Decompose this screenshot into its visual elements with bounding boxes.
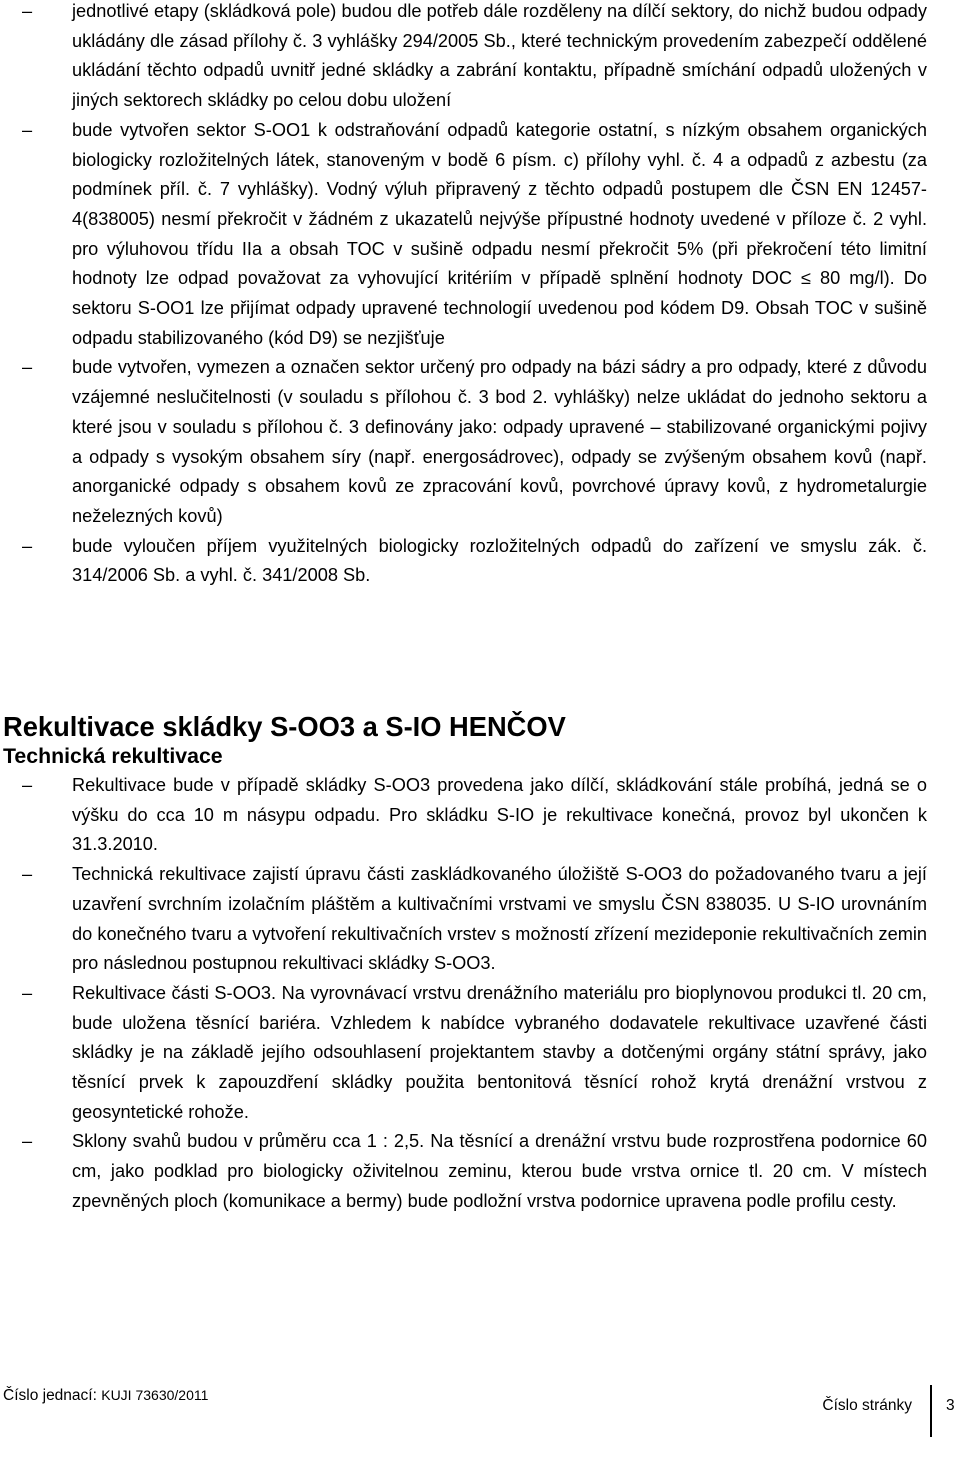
- dash-bullet: –: [22, 864, 33, 885]
- list-item-text: Technická rekultivace zajistí úpravu části zaskládkovaného úložiště S-OO3 do požadovaného tvaru a její uzavření svrchním izolačním pláštěm a kultivačními vrstvami ve smyslu ČSN 838035. U S-IO urovnáním do konečného tvaru a vytvoření rekultivačních vrstev s možností zřízení mezideponie rekultivačních zemin pro následnou postupnou rekultivaci skládky S-OO3.: [72, 864, 927, 974]
- reference-label: Číslo jednací:: [3, 1387, 97, 1404]
- list-item-text: Rekultivace bude v případě skládky S-OO3 provedena jako dílčí, skládkování stále probíhá, jedná se o výšku do cca 10 m násypu odpadu. Pro skládku S-IO je rekultivace konečná, provoz byl ukončen k 31.3.2010.: [72, 775, 927, 855]
- bullet-list-sectors: [22, 0, 927, 591]
- list-item-text: jednotlivé etapy (skládková pole) budou dle potřeb dále rozděleny na dílčí sektory, do nichž budou odpady ukládány dle zásad přílohy č. 3 vyhlášky 294/2005 Sb., které technickým provedením zabezpečí oddělené ukládání těchto odpadů uvnitř jedné skládky a zabrání kontaktu, případně smíchání odpadů uložených v jiných sektorech skládky po celou dobu uložení: [72, 1, 927, 111]
- reference-value: KUJI 73630/2011: [101, 1387, 209, 1403]
- list-item-text: Rekultivace části S-OO3. Na vyrovnávací vrstvu drenážního materiálu pro bioplynovou produkci tl. 20 cm, bude uložena těsnící bariéra. Vzhledem k nabídce vybraného dodavatele rekultivace uzavřené části skládky je na základě jejího odsouhlasení projektantem stavby a dotčenými orgány státní správy, jako těsnící prvek k zapouzdření skládky použita bentonitová těsnící rohož krytá drenážní vrstvou z geosyntetické rohože.: [72, 982, 927, 1122]
- section-subtitle: Technická rekultivace: [3, 744, 223, 768]
- list-item: [22, 116, 927, 354]
- list-item: [22, 860, 927, 979]
- reference-number: [3, 1387, 208, 1405]
- dash-bullet: –: [22, 1131, 33, 1152]
- dash-bullet: –: [22, 535, 33, 556]
- dash-bullet: –: [22, 775, 33, 795]
- list-item: [22, 771, 927, 860]
- footer-divider: [930, 1385, 932, 1437]
- list-item: [22, 353, 927, 531]
- list-item-text: Sklony svahů budou v průměru cca 1 : 2,5. Na těsnící a drenážní vrstvu bude rozprostřena podornice 60 cm, jako podklad pro biologicky oživitelnou zeminu, kterou bude vrstva ornice tl. 20 cm. V místech zpevněných ploch (komunikace a bermy) bude podložní vrstva podornice upravena podle profilu cesty.: [72, 1131, 927, 1211]
- list-item-text: bude vytvořen sektor S-OO1 k odstraňování odpadů kategorie ostatní, s nízkým obsahem organických biologicky rozložitelných látek, stanoveným v bodě 6 písm. c) přílohy vyhl. č. 4 a odpadů z azbestu (za podmínek příl. č. 7 vyhlášky). Vodný výluh připravený z těchto odpadů postupem dle ČSN EN 12457-4(838005) nesmí překročit v žádném z ukazatelů nejvýše přípustné hodnoty uvedené v příloze č. 2 vyhl. pro výluhovou třídu IIa a obsah TOC v sušině odpadu nesmí překročit 5% (při překročení této limitní hodnoty lze odpad považovat za vyhovující kritériím v případě splnění hodnoty DOC ≤ 80 mg/l). Do sektoru S-OO1 lze přijímat odpady upravené technologií uvedenou pod kódem D9. Obsah TOC v sušině odpadu stabilizovaného (kód D9) se nezjišťuje: [72, 119, 927, 348]
- list-item-text: bude vyloučen příjem využitelných biologicky rozložitelných odpadů do zařízení ve smyslu zák. č. 314/2006 Sb. a vyhl. č. 341/2008 Sb.: [72, 535, 927, 586]
- list-item: [22, 1127, 927, 1216]
- dash-bullet: –: [22, 982, 33, 1003]
- list-item: [22, 979, 927, 1128]
- list-item: [22, 0, 927, 116]
- list-item: [22, 532, 927, 591]
- dash-bullet: –: [22, 1, 33, 21]
- page-label: Číslo stránky: [822, 1397, 912, 1414]
- list-item-text: bude vytvořen, vymezen a označen sektor určený pro odpady na bázi sádry a pro odpady, které z důvodu vzájemné neslučitelnosti (v souladu s přílohou č. 3 bod 2. vyhlášky) nelze ukládat do jednoho sektoru a které jsou v souladu s přílohou č. 3 definovány jako: odpady upravené – stabilizované organickými pojivy a odpady s vysokým obsahem síry (např. energosádrovec), odpady se zvýšeným obsahem kovů (např. anorganické odpady s obsahem kovů ze zpracování kovů, povrchové úpravy kovů, z hydrometalurgie neželezných kovů): [72, 357, 927, 526]
- page-footer: [0, 1380, 960, 1440]
- page-number: 3: [946, 1397, 955, 1414]
- section-title: Rekultivace skládky S-OO3 a S-IO HENČOV: [3, 711, 566, 742]
- dash-bullet: –: [22, 357, 33, 378]
- bullet-list-reclamation: [22, 771, 927, 1217]
- dash-bullet: –: [22, 119, 33, 140]
